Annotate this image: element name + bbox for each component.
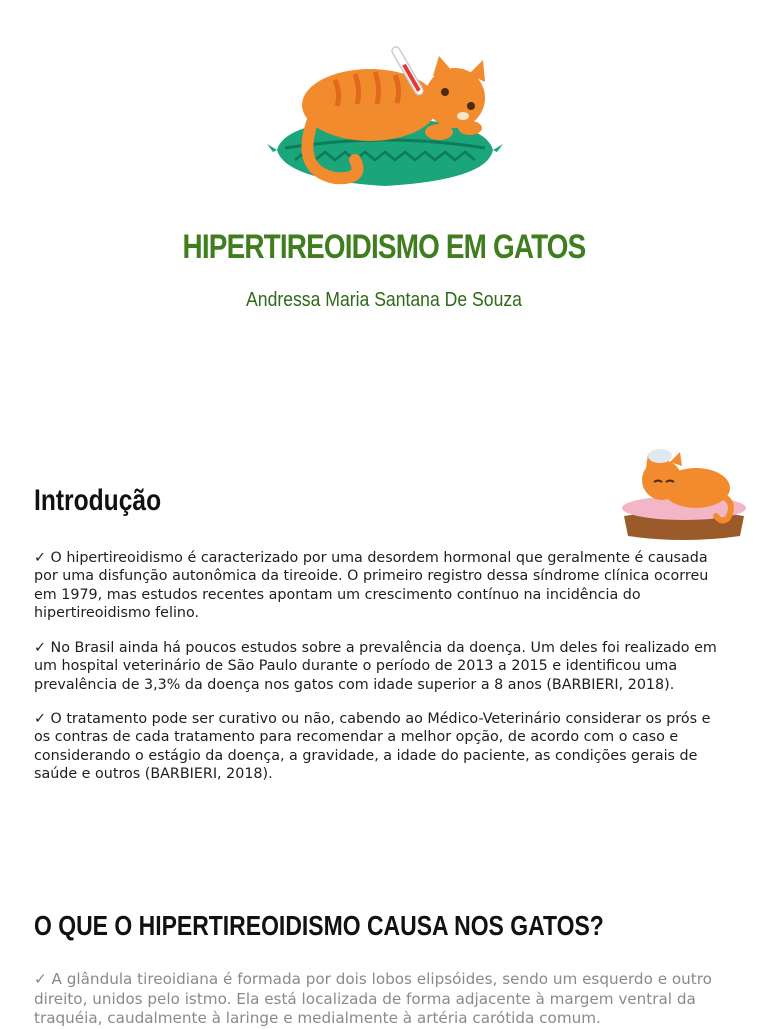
document-title: HIPERTIREOIDISMO EM GATOS xyxy=(182,228,586,266)
sick-cat-on-pillow-illustration xyxy=(255,20,515,220)
document-author: Andressa Maria Santana De Souza xyxy=(246,289,522,311)
section-heading-introducao: Introdução xyxy=(34,484,162,517)
cat-in-bed-illustration xyxy=(614,440,754,548)
intro-paragraph-2: ✓ No Brasil ainda há poucos estudos sobre a prevalência da doença. Um deles foi realizado em um hospital veterinário de São Paulo durante o período de 2013 a 2015 e identificou uma prevalência de 3,3% da doença nos gatos com idade superior a 8 anos (BARBIERI, 2018). xyxy=(34,640,717,693)
causes-paragraph-1: ✓ A glândula tireoidiana é formada por dois lobos elipsóides, sendo um esquerdo e outro direito, unidos pelo istmo. Ela está localizada de forma adjacente à margem ventral da traquéia, caudalmente à laringe e medialmente à artéria carótida comum. xyxy=(34,970,712,1028)
intro-paragraph-3: ✓ O tratamento pode ser curativo ou não, cabendo ao Médico-Veterinário considerar os prós e os contras de cada tratamento para recomendar a melhor opção, de acordo com o caso e considerando o estágio da doença, a gravidade, a idade do paciente, as condições gerais de saúde e outros (BARBIERI, 2018). xyxy=(34,711,711,783)
section-heading-causes: O QUE O HIPERTIREOIDISMO CAUSA NOS GATOS? xyxy=(34,910,604,941)
intro-paragraph-1: ✓ O hipertireoidismo é caracterizado por uma desordem hormonal que geralmente é causada por uma disfunção autonômica da tireoide. O primeiro registro dessa síndrome clínica ocorreu em 1979, mas estudos recentes apontam um crescimento contínuo na incidência do hipertireoidismo felino. xyxy=(34,550,709,622)
